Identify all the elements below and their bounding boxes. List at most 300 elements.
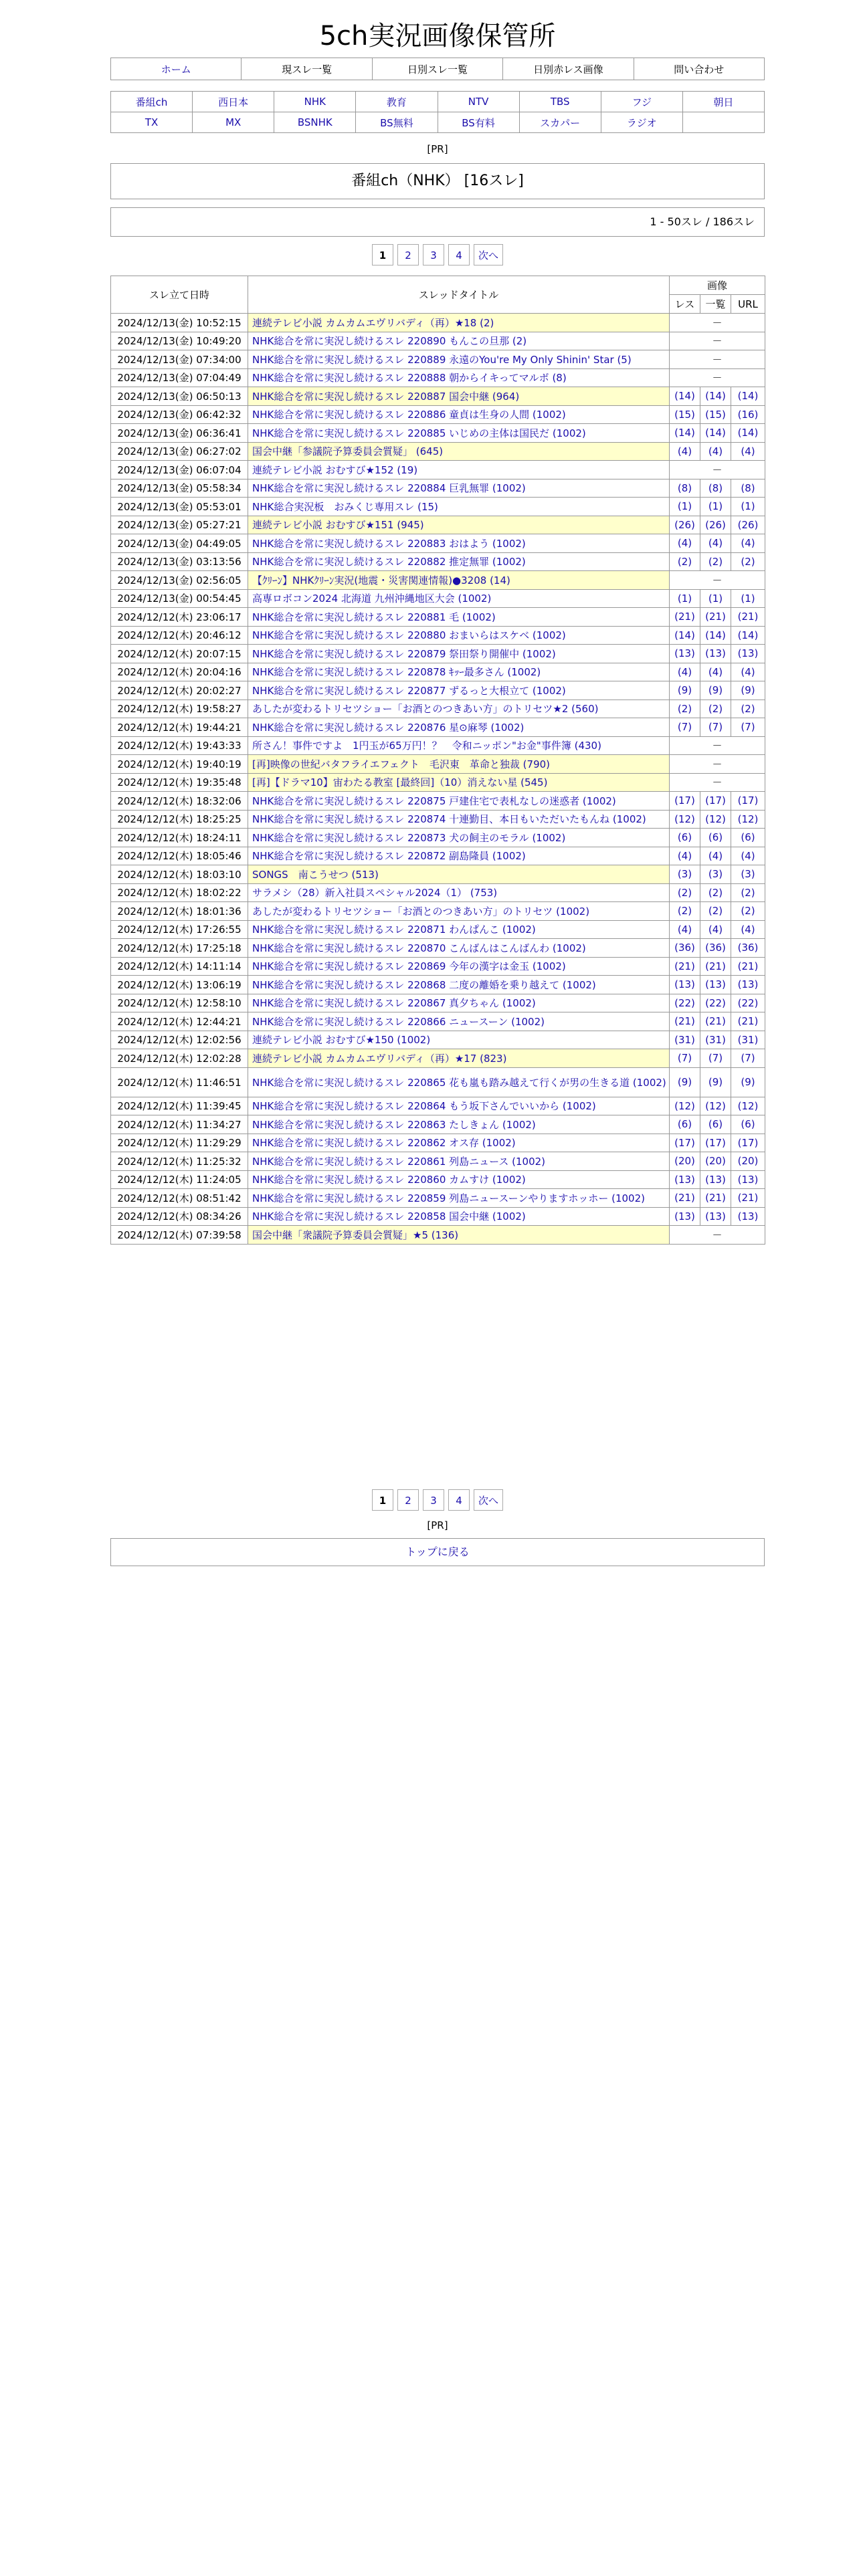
table-row	[111, 1097, 765, 1115]
channel-link[interactable]: BS無料	[356, 112, 438, 133]
image-res-link[interactable]: (1)	[670, 589, 700, 608]
image-url-link[interactable]: (21)	[731, 608, 765, 627]
thread-title-link[interactable]: NHK総合を常に実況し続けるスレ 220865 花も嵐も踏み越えて行くが男の生きる道 (1002)	[248, 1067, 670, 1097]
image-url-link[interactable]: (9)	[731, 681, 765, 700]
image-list-link[interactable]: (31)	[700, 1031, 731, 1049]
channel-link[interactable]: NHK	[274, 92, 356, 112]
table-row	[111, 368, 765, 387]
thread-title-link[interactable]: NHK総合を常に実況し続けるスレ 220862 オス存 (1002)	[248, 1134, 670, 1152]
thread-date: 2024/12/13(金) 04:49:05	[111, 534, 248, 553]
image-res-link[interactable]: (4)	[670, 663, 700, 681]
image-url-link[interactable]: (22)	[731, 994, 765, 1012]
image-list-link[interactable]: (3)	[700, 865, 731, 884]
col-header-date: スレ立て日時	[111, 276, 248, 314]
thread-date: 2024/12/13(金) 07:04:49	[111, 368, 248, 387]
image-res-link[interactable]: (14)	[670, 626, 700, 645]
thread-title-link[interactable]: NHK総合を常に実況し続けるスレ 220868 二度の離婚を乗り越えて (1002)	[248, 976, 670, 994]
image-res-link[interactable]: (4)	[670, 442, 700, 461]
image-list-link[interactable]: (17)	[700, 1134, 731, 1152]
thread-title-link[interactable]: 連続テレビ小説 おむすび★152 (19)	[248, 461, 670, 479]
thread-date: 2024/12/12(木) 12:44:21	[111, 1012, 248, 1031]
image-res-link[interactable]: (13)	[670, 1207, 700, 1226]
no-images-dash: －	[670, 368, 765, 387]
image-res-link[interactable]: (13)	[670, 1170, 700, 1189]
image-url-link[interactable]: (12)	[731, 810, 765, 829]
no-images-dash: －	[670, 314, 765, 332]
image-res-link[interactable]: (8)	[670, 479, 700, 498]
thread-title-link[interactable]: NHK総合を常に実況し続けるスレ 220860 カムすけ (1002)	[248, 1170, 670, 1189]
channel-link[interactable]: BS有料	[438, 112, 519, 133]
thread-date: 2024/12/12(木) 17:26:55	[111, 920, 248, 939]
back-to-top-button[interactable]: トップに戻る	[110, 1538, 765, 1566]
image-list-link[interactable]: (12)	[700, 810, 731, 829]
image-res-link[interactable]: (31)	[670, 1031, 700, 1049]
image-res-link[interactable]: (2)	[670, 552, 700, 571]
image-res-link[interactable]: (13)	[670, 645, 700, 663]
image-res-link[interactable]: (4)	[670, 847, 700, 865]
thread-date: 2024/12/13(金) 05:27:21	[111, 516, 248, 534]
image-list-link[interactable]: (13)	[700, 976, 731, 994]
thread-date: 2024/12/12(木) 18:24:11	[111, 829, 248, 847]
thread-title-link[interactable]: NHK総合を常に実況し続けるスレ 220872 副島隆員 (1002)	[248, 847, 670, 865]
table-row	[111, 461, 765, 479]
image-url-link[interactable]: (26)	[731, 516, 765, 534]
channel-empty-cell	[682, 112, 764, 133]
image-res-link[interactable]: (4)	[670, 920, 700, 939]
image-url-link[interactable]: (12)	[731, 1097, 765, 1115]
pr-label-bottom[interactable]: [PR]	[427, 1519, 448, 1531]
image-url-link[interactable]: (7)	[731, 1049, 765, 1068]
image-url-link[interactable]: (13)	[731, 1170, 765, 1189]
page-4-button[interactable]: 4	[448, 1489, 470, 1511]
thread-table	[110, 276, 765, 1245]
thread-date: 2024/12/12(木) 14:11:14	[111, 957, 248, 976]
image-url-link[interactable]: (4)	[731, 534, 765, 553]
thread-date: 2024/12/12(木) 19:40:19	[111, 755, 248, 774]
thread-date: 2024/12/13(金) 00:54:45	[111, 589, 248, 608]
thread-title-link[interactable]: NHK総合を常に実況し続けるスレ 220881 毛 (1002)	[248, 608, 670, 627]
thread-title-link[interactable]: 高専ロボコン2024 北海道 九州沖縄地区大会 (1002)	[248, 589, 670, 608]
thread-title-link[interactable]: NHK総合を常に実況し続けるスレ 220871 わんぱんこ (1002)	[248, 920, 670, 939]
image-res-link[interactable]: (1)	[670, 498, 700, 516]
image-res-link[interactable]: (2)	[670, 902, 700, 921]
table-row	[111, 1189, 765, 1208]
image-url-link[interactable]: (21)	[731, 1012, 765, 1031]
thread-title-link[interactable]: NHK総合を常に実況し続けるスレ 220886 童貞は生身の人間 (1002)	[248, 405, 670, 424]
table-row	[111, 1031, 765, 1049]
thread-date: 2024/12/12(木) 19:43:33	[111, 736, 248, 755]
table-row	[111, 902, 765, 921]
pager-bottom	[110, 1489, 765, 1511]
thread-date: 2024/12/13(金) 02:56:05	[111, 571, 248, 590]
thread-title-link[interactable]: 【ｸﾘｰﾝ】NHKｸﾘｰﾝ実況(地震・災害関連情報)●3208 (14)	[248, 571, 670, 590]
image-list-link[interactable]: (22)	[700, 994, 731, 1012]
no-images-dash: －	[670, 773, 765, 792]
thread-title-link[interactable]: 連続テレビ小説 おむすび★151 (945)	[248, 516, 670, 534]
table-row	[111, 865, 765, 884]
page-heading: 番組ch（NHK） [16スレ]	[110, 163, 765, 199]
thread-title-link[interactable]: NHK総合を常に実況し続けるスレ 220858 国会中継 (1002)	[248, 1207, 670, 1226]
next-page-button[interactable]: 次へ	[474, 244, 503, 265]
thread-title-link[interactable]: NHK総合を常に実況し続けるスレ 220890 もんこの旦那 (2)	[248, 332, 670, 350]
image-res-link[interactable]: (2)	[670, 700, 700, 718]
thread-date: 2024/12/12(木) 11:34:27	[111, 1115, 248, 1134]
thread-title-link[interactable]: 連続テレビ小説 おむすび★150 (1002)	[248, 1031, 670, 1049]
thread-date: 2024/12/13(金) 06:36:41	[111, 424, 248, 443]
image-url-link[interactable]: (6)	[731, 1115, 765, 1134]
thread-title-link[interactable]: NHK総合を常に実況し続けるスレ 220866 ニュースーン (1002)	[248, 1012, 670, 1031]
image-res-link[interactable]: (22)	[670, 994, 700, 1012]
image-list-link[interactable]: (26)	[700, 516, 731, 534]
thread-title-link[interactable]: NHK総合を常に実況し続けるスレ 220883 おはよう (1002)	[248, 534, 670, 553]
image-list-link[interactable]: (7)	[700, 718, 731, 737]
image-list-link[interactable]: (12)	[700, 1097, 731, 1115]
table-row	[111, 920, 765, 939]
image-url-link[interactable]: (2)	[731, 883, 765, 902]
image-res-link[interactable]: (7)	[670, 718, 700, 737]
image-list-link[interactable]: (14)	[700, 424, 731, 443]
image-url-link[interactable]: (13)	[731, 645, 765, 663]
table-row	[111, 736, 765, 755]
thread-title-link[interactable]: 連続テレビ小説 カムカムエヴリバディ（再）★18 (2)	[248, 314, 670, 332]
image-list-link[interactable]: (1)	[700, 589, 731, 608]
image-list-link[interactable]: (13)	[700, 645, 731, 663]
thread-title-link[interactable]: NHK総合を常に実況し続けるスレ 220864 もう坂下さんでいいから (1002)	[248, 1097, 670, 1115]
thread-date: 2024/12/13(金) 10:49:20	[111, 332, 248, 350]
thread-title-link[interactable]: NHK総合を常に実況し続けるスレ 220863 たしきょん (1002)	[248, 1115, 670, 1134]
table-row	[111, 773, 765, 792]
image-list-link[interactable]: (13)	[700, 1207, 731, 1226]
no-images-dash: －	[670, 461, 765, 479]
image-list-link[interactable]: (8)	[700, 479, 731, 498]
table-row	[111, 663, 765, 681]
image-url-link[interactable]: (2)	[731, 700, 765, 718]
thread-date: 2024/12/12(木) 17:25:18	[111, 939, 248, 958]
page-2-button[interactable]: 2	[397, 244, 419, 265]
table-row	[111, 534, 765, 553]
thread-title-link[interactable]: [再]【ドラマ10】宙わたる教室 [最終回]（10）消えない星 (545)	[248, 773, 670, 792]
image-list-link[interactable]: (9)	[700, 1067, 731, 1097]
image-list-link[interactable]: (4)	[700, 847, 731, 865]
channel-link[interactable]: NTV	[438, 92, 519, 112]
table-row	[111, 1226, 765, 1245]
image-list-link[interactable]: (17)	[700, 792, 731, 811]
thread-date: 2024/12/12(木) 20:04:16	[111, 663, 248, 681]
channel-link[interactable]: フジ	[601, 92, 682, 112]
thread-date: 2024/12/12(木) 20:07:15	[111, 645, 248, 663]
image-url-link[interactable]: (14)	[731, 424, 765, 443]
channel-link[interactable]: TX	[111, 112, 193, 133]
thread-date: 2024/12/12(木) 18:32:06	[111, 792, 248, 811]
image-list-link[interactable]: (14)	[700, 387, 731, 406]
menu-home[interactable]: ホーム	[111, 58, 242, 80]
thread-date: 2024/12/12(木) 18:25:25	[111, 810, 248, 829]
image-list-link[interactable]: (13)	[700, 1170, 731, 1189]
image-list-link[interactable]: (2)	[700, 902, 731, 921]
image-list-link[interactable]: (21)	[700, 608, 731, 627]
main-menu	[110, 58, 765, 80]
table-row	[111, 405, 765, 424]
image-res-link[interactable]: (12)	[670, 810, 700, 829]
table-row	[111, 847, 765, 865]
table-row	[111, 608, 765, 627]
thread-date: 2024/12/12(木) 19:35:48	[111, 773, 248, 792]
channel-grid	[110, 91, 765, 133]
thread-date: 2024/12/12(木) 13:06:19	[111, 976, 248, 994]
thread-date: 2024/12/12(木) 08:34:26	[111, 1207, 248, 1226]
thread-title-link[interactable]: NHK総合を常に実況し続けるスレ 220861 列島ニュース (1002)	[248, 1152, 670, 1171]
table-row	[111, 1067, 765, 1097]
menu-daily-red-res-images[interactable]: 日別赤レス画像	[503, 58, 634, 80]
image-url-link[interactable]: (31)	[731, 1031, 765, 1049]
thread-title-link[interactable]: SONGS 南こうせつ (513)	[248, 865, 670, 884]
image-res-link[interactable]: (15)	[670, 405, 700, 424]
page-3-button[interactable]: 3	[423, 244, 444, 265]
thread-title-link[interactable]: NHK総合を常に実況し続けるスレ 220873 犬の飼主のモラル (1002)	[248, 829, 670, 847]
thread-title-link[interactable]: NHK総合実況板 おみくじ専用スレ (15)	[248, 498, 670, 516]
next-page-button[interactable]: 次へ	[474, 1489, 503, 1511]
thread-title-link[interactable]: NHK総合を常に実況し続けるスレ 220870 こんばんはこんばんわ (1002)	[248, 939, 670, 958]
table-row	[111, 718, 765, 737]
thread-title-link[interactable]: NHK総合を常に実況し続けるスレ 220885 いじめの主体は国民だ (1002)	[248, 424, 670, 443]
thread-title-link[interactable]: 国会中継「参議院予算委員会質疑」 (645)	[248, 442, 670, 461]
col-header-title: スレッドタイトル	[248, 276, 670, 314]
thread-title-link[interactable]: NHK総合を常に実況し続けるスレ 220859 列島ニュースーンやりますホッホー (1002)	[248, 1189, 670, 1208]
thread-title-link[interactable]: NHK総合を常に実況し続けるスレ 220878 ｷｯｰ最多さん (1002)	[248, 663, 670, 681]
image-res-link[interactable]: (21)	[670, 1189, 700, 1208]
thread-title-link[interactable]: 国会中継「衆議院予算委員会質疑」★5 (136)	[248, 1226, 670, 1245]
thread-title-link[interactable]: NHK総合を常に実況し続けるスレ 220876 星⊙麻琴 (1002)	[248, 718, 670, 737]
image-res-link[interactable]: (14)	[670, 424, 700, 443]
thread-title-link[interactable]: あしたが変わるトリセツショー「お酒とのつきあい方」のトリセツ (1002)	[248, 902, 670, 921]
image-list-link[interactable]: (6)	[700, 829, 731, 847]
table-row	[111, 479, 765, 498]
image-list-link[interactable]: (15)	[700, 405, 731, 424]
thread-date: 2024/12/12(木) 12:02:56	[111, 1031, 248, 1049]
channel-link[interactable]: MX	[193, 112, 274, 133]
image-res-link[interactable]: (3)	[670, 865, 700, 884]
thread-title-link[interactable]: NHK総合を常に実況し続けるスレ 220887 国会中継 (964)	[248, 387, 670, 406]
menu-contact[interactable]: 問い合わせ	[634, 58, 764, 80]
thread-date: 2024/12/12(木) 11:29:29	[111, 1134, 248, 1152]
thread-date: 2024/12/13(金) 06:42:32	[111, 405, 248, 424]
channel-link[interactable]: TBS	[519, 92, 601, 112]
image-url-link[interactable]: (2)	[731, 552, 765, 571]
image-url-link[interactable]: (6)	[731, 829, 765, 847]
no-images-dash: －	[670, 571, 765, 590]
table-row	[111, 792, 765, 811]
thread-title-link[interactable]: NHK総合を常に実況し続けるスレ 220877 ずるっと大根立て (1002)	[248, 681, 670, 700]
thread-date: 2024/12/13(金) 06:27:02	[111, 442, 248, 461]
thread-title-link[interactable]: あしたが変わるトリセツショー「お酒とのつきあい方」のトリセツ★2 (560)	[248, 700, 670, 718]
image-res-link[interactable]: (9)	[670, 1067, 700, 1097]
image-url-link[interactable]: (3)	[731, 865, 765, 884]
no-images-dash: －	[670, 736, 765, 755]
image-list-link[interactable]: (2)	[700, 552, 731, 571]
image-res-link[interactable]: (6)	[670, 1115, 700, 1134]
image-res-link[interactable]: (17)	[670, 792, 700, 811]
thread-date: 2024/12/12(木) 19:44:21	[111, 718, 248, 737]
image-list-link[interactable]: (4)	[700, 663, 731, 681]
image-res-link[interactable]: (14)	[670, 387, 700, 406]
image-list-link[interactable]: (4)	[700, 920, 731, 939]
thread-title-link[interactable]: NHK総合を常に実況し続けるスレ 220874 十連勤目、本日もいただいたもんね (1002)	[248, 810, 670, 829]
thread-title-link[interactable]: [再]映像の世紀バタフライエフェクト 毛沢東 革命と独裁 (790)	[248, 755, 670, 774]
image-url-link[interactable]: (1)	[731, 589, 765, 608]
image-url-link[interactable]: (8)	[731, 479, 765, 498]
image-url-link[interactable]: (21)	[731, 1189, 765, 1208]
thread-title-link[interactable]: NHK総合を常に実況し続けるスレ 220880 おまいらはスケベ (1002)	[248, 626, 670, 645]
image-res-link[interactable]: (4)	[670, 534, 700, 553]
page-1-button[interactable]: 1	[372, 1489, 393, 1511]
menu-current-threads[interactable]: 現スレ一覧	[242, 58, 372, 80]
thread-date: 2024/12/12(木) 18:03:10	[111, 865, 248, 884]
channel-link[interactable]: 朝日	[682, 92, 764, 112]
image-url-link[interactable]: (4)	[731, 920, 765, 939]
thread-title-link[interactable]: 連続テレビ小説 カムカムエヴリバディ（再）★17 (823)	[248, 1049, 670, 1068]
image-list-link[interactable]: (1)	[700, 498, 731, 516]
thread-date: 2024/12/13(金) 07:34:00	[111, 350, 248, 369]
table-row	[111, 755, 765, 774]
no-images-dash: －	[670, 1226, 765, 1245]
image-url-link[interactable]: (13)	[731, 976, 765, 994]
image-res-link[interactable]: (21)	[670, 1012, 700, 1031]
image-list-link[interactable]: (7)	[700, 1049, 731, 1068]
thread-date: 2024/12/12(木) 18:02:22	[111, 883, 248, 902]
table-row	[111, 1049, 765, 1068]
image-res-link[interactable]: (21)	[670, 957, 700, 976]
channel-link[interactable]: 番組ch	[111, 92, 193, 112]
table-row	[111, 571, 765, 590]
table-row	[111, 939, 765, 958]
image-list-link[interactable]: (6)	[700, 1115, 731, 1134]
image-url-link[interactable]: (17)	[731, 792, 765, 811]
table-row	[111, 1115, 765, 1134]
thread-title-link[interactable]: サラメシ（28）新入社員スペシャル2024（1） (753)	[248, 883, 670, 902]
page-2-button[interactable]: 2	[397, 1489, 419, 1511]
image-url-link[interactable]: (4)	[731, 663, 765, 681]
page-1-button[interactable]: 1	[372, 244, 393, 265]
image-list-link[interactable]: (2)	[700, 883, 731, 902]
image-res-link[interactable]: (26)	[670, 516, 700, 534]
thread-title-link[interactable]: NHK総合を常に実況し続けるスレ 220869 今年の漢字は金玉 (1002)	[248, 957, 670, 976]
image-list-link[interactable]: (14)	[700, 626, 731, 645]
table-row	[111, 1207, 765, 1226]
channel-link[interactable]: BSNHK	[274, 112, 356, 133]
table-row	[111, 442, 765, 461]
page-4-button[interactable]: 4	[448, 244, 470, 265]
site-title: 5ch実況画像保管所	[319, 21, 556, 51]
table-row	[111, 387, 765, 406]
image-res-link[interactable]: (2)	[670, 883, 700, 902]
thread-date: 2024/12/13(金) 05:58:34	[111, 479, 248, 498]
image-res-link[interactable]: (7)	[670, 1049, 700, 1068]
thread-date: 2024/12/12(木) 12:02:28	[111, 1049, 248, 1068]
table-row	[111, 589, 765, 608]
thread-date: 2024/12/13(金) 10:52:15	[111, 314, 248, 332]
image-res-link[interactable]: (36)	[670, 939, 700, 958]
channel-link[interactable]: スカパー	[519, 112, 601, 133]
image-res-link[interactable]: (9)	[670, 681, 700, 700]
table-row	[111, 700, 765, 718]
image-res-link[interactable]: (6)	[670, 829, 700, 847]
image-url-link[interactable]: (4)	[731, 847, 765, 865]
image-url-link[interactable]: (2)	[731, 902, 765, 921]
image-url-link[interactable]: (20)	[731, 1152, 765, 1171]
image-list-link[interactable]: (4)	[700, 442, 731, 461]
table-row	[111, 626, 765, 645]
image-url-link[interactable]: (7)	[731, 718, 765, 737]
thread-title-link[interactable]: NHK総合を常に実況し続けるスレ 220879 祭田祭り開催中 (1002)	[248, 645, 670, 663]
thread-title-link[interactable]: NHK総合を常に実況し続けるスレ 220867 真夕ちゃん (1002)	[248, 994, 670, 1012]
image-res-link[interactable]: (13)	[670, 976, 700, 994]
image-url-link[interactable]: (1)	[731, 498, 765, 516]
table-row	[111, 332, 765, 350]
image-url-link[interactable]: (13)	[731, 1207, 765, 1226]
thread-date: 2024/12/12(木) 07:39:58	[111, 1226, 248, 1245]
channel-link[interactable]: ラジオ	[601, 112, 682, 133]
no-images-dash: －	[670, 350, 765, 369]
image-list-link[interactable]: (36)	[700, 939, 731, 958]
thread-count: 1 - 50スレ / 186スレ	[110, 207, 765, 237]
image-list-link[interactable]: (2)	[700, 700, 731, 718]
thread-title-link[interactable]: 所さん！事件ですよ 1円玉が65万円！？ 令和ニッポン"お金"事件簿 (430)	[248, 736, 670, 755]
image-list-link[interactable]: (20)	[700, 1152, 731, 1171]
menu-daily-threads[interactable]: 日別スレ一覧	[372, 58, 502, 80]
image-list-link[interactable]: (21)	[700, 957, 731, 976]
thread-date: 2024/12/12(木) 20:46:12	[111, 626, 248, 645]
image-list-link[interactable]: (4)	[700, 534, 731, 553]
thread-title-link[interactable]: NHK総合を常に実況し続けるスレ 220882 推定無罪 (1002)	[248, 552, 670, 571]
image-list-link[interactable]: (21)	[700, 1189, 731, 1208]
thread-date: 2024/12/12(木) 20:02:27	[111, 681, 248, 700]
image-list-link[interactable]: (9)	[700, 681, 731, 700]
thread-title-link[interactable]: NHK総合を常に実況し続けるスレ 220889 永遠のYou're My Only Shinin' Star (5)	[248, 350, 670, 369]
channel-link[interactable]: 教育	[356, 92, 438, 112]
thread-date: 2024/12/12(木) 19:58:27	[111, 700, 248, 718]
image-url-link[interactable]: (4)	[731, 442, 765, 461]
pr-label-top[interactable]: [PR]	[427, 143, 448, 155]
col-header-url: URL	[731, 295, 765, 314]
thread-date: 2024/12/12(木) 12:58:10	[111, 994, 248, 1012]
image-url-link[interactable]: (17)	[731, 1134, 765, 1152]
col-header-list: 一覧	[700, 295, 731, 314]
thread-title-link[interactable]: NHK総合を常に実況し続けるスレ 220888 朝からイキってマルボ (8)	[248, 368, 670, 387]
thread-title-link[interactable]: NHK総合を常に実況し続けるスレ 220884 巨乳無罪 (1002)	[248, 479, 670, 498]
image-url-link[interactable]: (16)	[731, 405, 765, 424]
image-url-link[interactable]: (36)	[731, 939, 765, 958]
table-row	[111, 1012, 765, 1031]
image-res-link[interactable]: (21)	[670, 608, 700, 627]
image-url-link[interactable]: (21)	[731, 957, 765, 976]
page-3-button[interactable]: 3	[423, 1489, 444, 1511]
thread-date: 2024/12/12(木) 18:05:46	[111, 847, 248, 865]
image-res-link[interactable]: (17)	[670, 1134, 700, 1152]
image-url-link[interactable]: (14)	[731, 626, 765, 645]
channel-link[interactable]: 西日本	[193, 92, 274, 112]
image-res-link[interactable]: (20)	[670, 1152, 700, 1171]
thread-date: 2024/12/13(金) 03:13:56	[111, 552, 248, 571]
image-res-link[interactable]: (12)	[670, 1097, 700, 1115]
image-url-link[interactable]: (9)	[731, 1067, 765, 1097]
image-list-link[interactable]: (21)	[700, 1012, 731, 1031]
table-row	[111, 314, 765, 332]
thread-title-link[interactable]: NHK総合を常に実況し続けるスレ 220875 戸建住宅で表札なしの迷惑者 (1002)	[248, 792, 670, 811]
thread-date: 2024/12/12(木) 11:24:05	[111, 1170, 248, 1189]
table-row	[111, 1152, 765, 1171]
image-url-link[interactable]: (14)	[731, 387, 765, 406]
table-row	[111, 681, 765, 700]
